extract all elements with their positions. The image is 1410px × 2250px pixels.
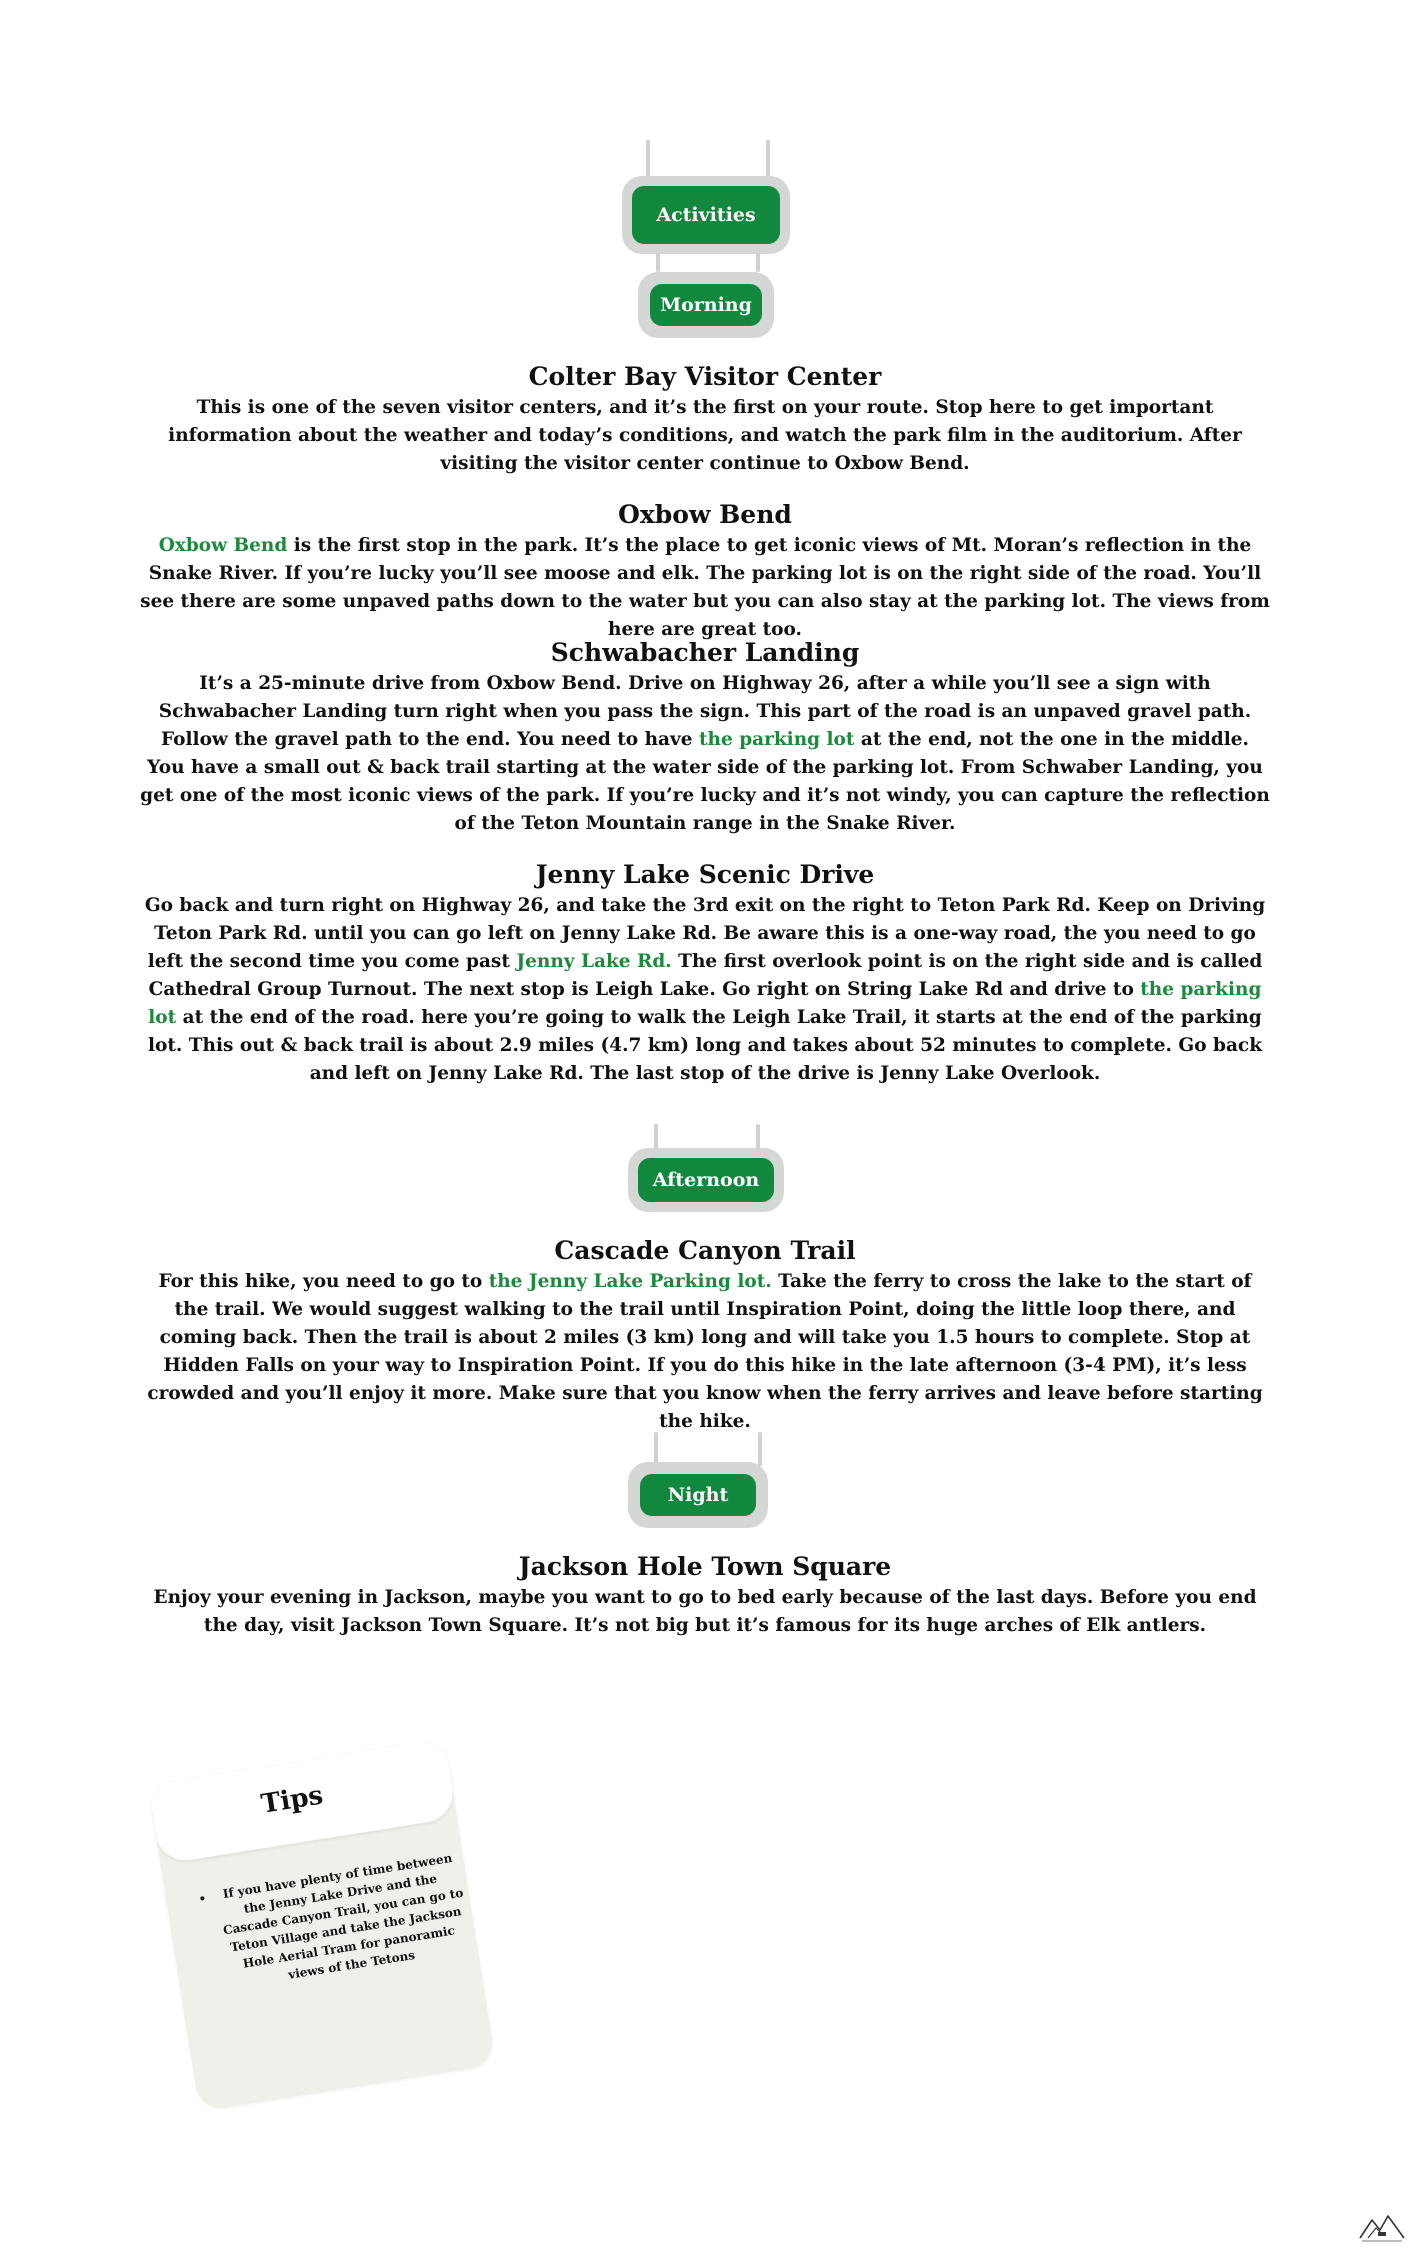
- cascade-canyon-section: [140, 1234, 1270, 1436]
- section-text: For this hike, you need to go to the Jenny Lake Parking lot. Take the ferry to cross the lake to the start of the trail. We would suggest walking to the trail until Inspiration Point, doing the little loop there, and coming back. Then the trail is about 2 miles (3 km) long and will take you 1.5 hours to complete. Stop at Hidden Falls on your way to Inspiration Point. If you do this hike in the late afternoon (3-4 PM), it’s less crowded and you’ll enjoy it more. Make sure that you know when the ferry arrives and leave before starting the hike.: [147, 1271, 1263, 1432]
- tip-item: • If you have plenty of time between the Jenny Lake Drive and the Cascade Canyon Trail, you can go to Teton Village and take the Jackson Hole Aerial Tram for panoramic views of the Tetons: [213, 1848, 477, 1994]
- section-title: Oxbow Bend: [618, 500, 792, 529]
- colter-bay-section: [140, 360, 1270, 478]
- oxbow-bend-section: [140, 498, 1270, 644]
- sign-pole: [758, 1432, 762, 1466]
- schwabacher-section: [140, 636, 1270, 838]
- sign-pole: [766, 140, 770, 180]
- tips-title: Tips: [259, 1780, 326, 1820]
- section-title: Schwabacher Landing: [550, 638, 860, 667]
- sign-pole: [756, 252, 760, 272]
- sign-frame: [628, 1148, 784, 1212]
- mountains-logo-icon: [1358, 2212, 1406, 2244]
- section-title: Colter Bay Visitor Center: [528, 362, 882, 391]
- sign-frame: [638, 272, 774, 338]
- section-title: Jackson Hole Town Square: [518, 1552, 892, 1581]
- tips-card: [148, 1739, 496, 2112]
- sign-frame: [622, 176, 790, 254]
- tips-header: [148, 1739, 457, 1865]
- afternoon-label: Afternoon: [638, 1158, 774, 1202]
- jackson-hole-section: [140, 1550, 1270, 1640]
- sign-frame: [628, 1462, 768, 1528]
- tips-list: [195, 1848, 477, 1997]
- activities-label: Activities: [632, 186, 780, 244]
- section-text: It’s a 25-minute drive from Oxbow Bend. Drive on Highway 26, after a while you’ll see a sign with Schwabacher Landing turn right when you pass the sign. This part of the road is an unpaved gravel path. Follow the gravel path to the end. You need to have the parking lot at the end, not the one in the middle. You have a small out & back trail starting at the water side of the parking lot. From Schwaber Landing, you get one of the most iconic views of the park. If you’re lucky and it’s not windy, you can capture the reflection of the Teton Mountain range in the Snake River.: [140, 673, 1270, 834]
- section-text: Oxbow Bend is the first stop in the park. It’s the place to get iconic views of Mt. Moran’s reflection in the Snake River. If you’re lucky you’ll see moose and elk. The parking lot is on the right side of the road. You’ll see there are some unpaved paths down to the water but you can also stay at the parking lot. The views from here are great too.: [140, 535, 1270, 640]
- oxbow-bend-link[interactable]: Oxbow Bend: [158, 535, 288, 556]
- section-title: Jenny Lake Scenic Drive: [535, 860, 875, 889]
- night-label: Night: [640, 1474, 756, 1516]
- section-text: This is one of the seven visitor centers, and it’s the first on your route. Stop here to get important information about the weather and today’s conditions, and watch the park film in the auditorium. After visiting the visitor center continue to Oxbow Bend.: [168, 397, 1242, 474]
- section-title: Cascade Canyon Trail: [554, 1236, 856, 1265]
- sign-pole: [646, 140, 650, 180]
- section-text: Go back and turn right on Highway 26, and take the 3rd exit on the right to Teton Park Rd. Keep on Driving Teton Park Rd. until you can go left on Jenny Lake Rd. Be aware this is a one-way road, the you need to go left the second time you come past Jenny Lake Rd. The first overlook point is on the right side and is called Cathedral Group Turnout. The next stop is Leigh Lake. Go right on String Lake Rd and drive to the parking lot at the end of the road. here you’re going to walk the Leigh Lake Trail, it starts at the end of the parking lot. This out & back trail is about 2.9 miles (4.7 km) long and takes about 52 minutes to complete. Go back and left on Jenny Lake Rd. The last stop of the drive is Jenny Lake Overlook.: [144, 895, 1266, 1084]
- morning-label: Morning: [650, 284, 762, 326]
- sign-pole: [654, 1432, 658, 1466]
- jenny-lake-parking-link[interactable]: the Jenny Lake Parking lot.: [488, 1271, 772, 1292]
- parking-lot-link[interactable]: the parking lot: [148, 979, 1262, 1028]
- section-text: Enjoy your evening in Jackson, maybe you want to go to bed early because of the last days. Before you end the day, visit Jackson Town Square. It’s not big but it’s famous for its huge arches of Elk antlers.: [153, 1587, 1257, 1636]
- jenny-lake-rd-link[interactable]: Jenny Lake Rd.: [516, 951, 672, 972]
- sign-pole: [656, 252, 660, 272]
- jenny-lake-drive-section: [140, 858, 1270, 1088]
- parking-lot-link[interactable]: the parking lot: [698, 729, 855, 750]
